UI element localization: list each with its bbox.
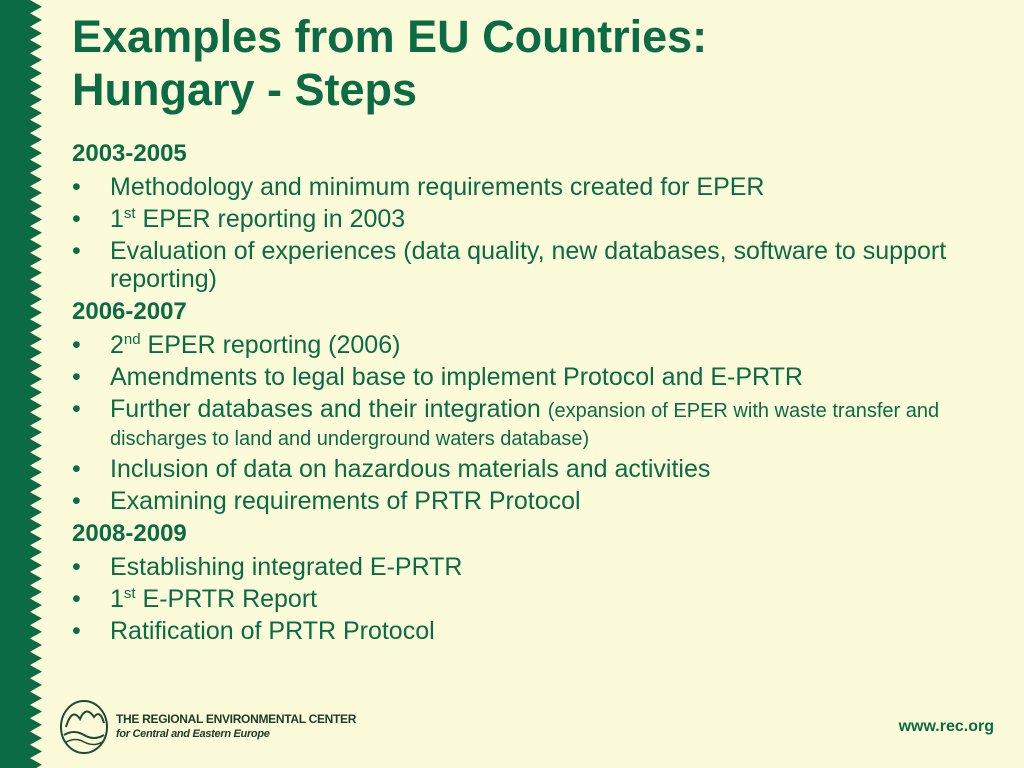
bullet-text: Ratification of PRTR Protocol — [110, 617, 435, 645]
bullet-text: Establishing integrated E-PRTR — [110, 553, 463, 581]
bullet-text: Methodology and minimum requirements created for EPER — [110, 173, 765, 201]
bullet-item — [72, 331, 992, 359]
bullet-list — [72, 553, 992, 645]
bullet-icon: • — [72, 205, 81, 233]
bullet-icon: • — [72, 395, 81, 423]
bullet-icon: • — [72, 173, 81, 201]
bullet-item — [72, 363, 992, 391]
bullet-item — [72, 487, 992, 515]
bullet-list — [72, 173, 992, 293]
bullet-text-rest: E-PRTR Report — [135, 585, 318, 613]
rec-logo-icon — [58, 697, 112, 757]
ordinal-suffix: nd — [123, 331, 141, 348]
rec-logo — [58, 697, 357, 757]
bullet-icon: • — [72, 585, 81, 613]
bullet-icon: • — [72, 237, 81, 265]
bullet-icon: • — [72, 363, 81, 391]
bullet-item — [72, 617, 992, 645]
bullet-note: (expansion of EPER with waste transfer and discharges to land and underground waters database) — [110, 400, 940, 450]
title-line-1: Examples from EU Countries: — [72, 11, 708, 62]
bullet-icon: • — [72, 617, 81, 645]
slide-title — [72, 10, 972, 116]
section-heading: 2008-2009 — [72, 520, 187, 547]
bullet-list — [72, 331, 992, 515]
website-url: www.rec.org — [898, 718, 994, 735]
bullet-icon: • — [72, 487, 81, 515]
bullet-text: 1 — [110, 205, 124, 233]
bullet-text: Further databases and their integration — [110, 395, 548, 423]
title-line-2: Hungary - Steps — [72, 64, 418, 115]
bullet-text: Amendments to legal base to implement Protocol and E-PRTR — [110, 363, 803, 391]
section-heading: 2003-2005 — [72, 140, 187, 167]
bullet-item — [72, 395, 992, 451]
slide-body — [72, 135, 992, 649]
bullet-icon: • — [72, 553, 81, 581]
bullet-text: Examining requirements of PRTR Protocol — [110, 487, 581, 515]
bullet-item — [72, 585, 992, 613]
section-heading: 2006-2007 — [72, 298, 187, 325]
bullet-item — [72, 553, 992, 581]
bullet-item — [72, 173, 992, 201]
bullet-text-rest: EPER reporting (2006) — [140, 331, 401, 359]
logo-line-1: THE REGIONAL ENVIRONMENTAL CENTER — [116, 712, 357, 726]
ordinal-suffix: st — [123, 205, 136, 222]
bullet-icon: • — [72, 455, 81, 483]
bullet-text: Evaluation of experiences (data quality, new databases, software to support reporting) — [110, 237, 947, 293]
bullet-item — [72, 455, 992, 483]
bullet-text-rest: EPER reporting in 2003 — [135, 205, 406, 233]
ordinal-suffix: st — [123, 585, 136, 602]
bullet-item — [72, 205, 992, 233]
bullet-text: 1 — [110, 585, 124, 613]
bullet-text: 2 — [110, 331, 124, 359]
left-zigzag-border — [0, 0, 46, 768]
bullet-icon: • — [72, 331, 81, 359]
bullet-text: Inclusion of data on hazardous materials and activities — [110, 455, 711, 483]
logo-line-2: for Central and Eastern Europe — [116, 728, 270, 740]
bullet-item — [72, 237, 992, 293]
